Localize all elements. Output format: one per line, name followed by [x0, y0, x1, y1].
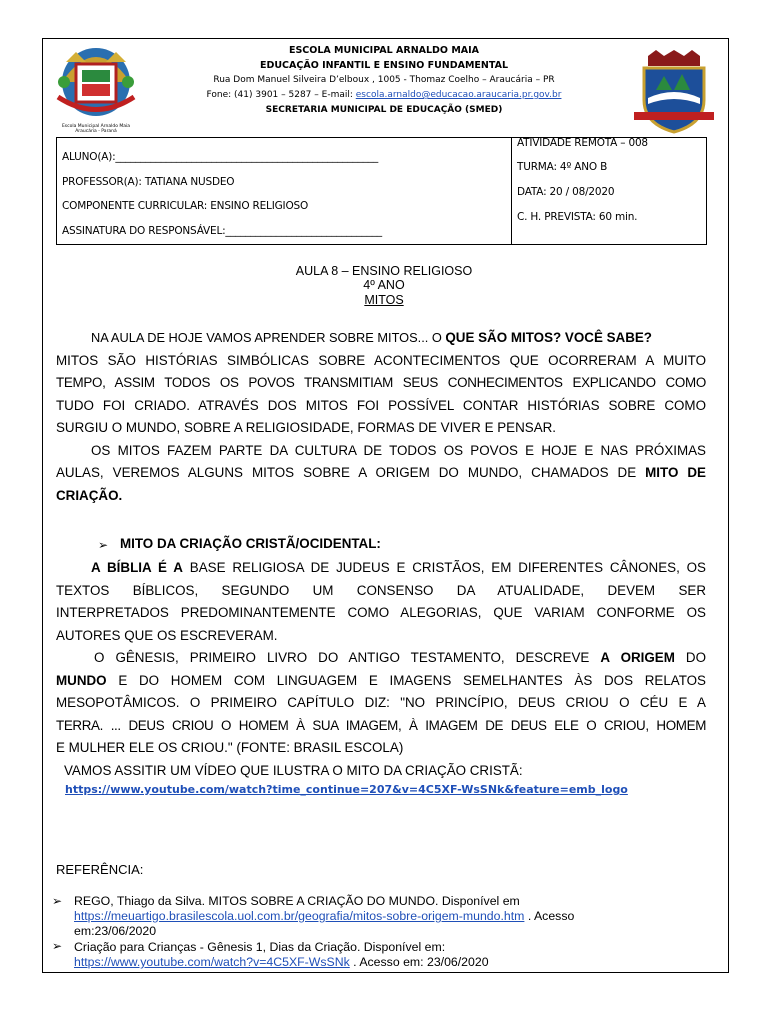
intro-line-1 [56, 327, 706, 350]
genesis-line-5: E MULHER ELE OS CRIOU." (FONTE: BRASIL ESCOLA) [56, 740, 404, 755]
bible-line-2: TEXTOS BÍBLICOS, SEGUNDO UM CONSENSO DA ATUALIDADE, DEVEM SER [56, 582, 706, 598]
genesis-line-1 [56, 647, 706, 670]
genesis-line-3: MESOPOTÂMICOS. O PRIMEIRO CAPÍTULO DIZ: "NO PRINCÍPIO, DEUS CRIOU O CÉU E A [56, 695, 706, 710]
reference-1-link[interactable]: https://meuartigo.brasilescola.uol.com.br/geografia/mitos-sobre-origem-mundo.htm [74, 909, 525, 923]
genesis-bold-1: A ORIGEM [600, 650, 675, 665]
bible-paragraph [56, 557, 706, 782]
genesis-bold-2: MUNDO [56, 672, 107, 688]
secretariat: SECRETARIA MUNICIPAL DE EDUCAÇÃO (SMED) [265, 105, 503, 115]
crest-caption-line2: Araucária - Paraná [75, 129, 117, 134]
intro-text-7: AULAS, VEREMOS ALGUNS MITOS SOBRE A ORIGEM DO MUNDO, CHAMADOS DE [56, 465, 646, 480]
genesis-text-2: E DO HOMEM COM LINGUAGEM E IMAGENS SEMELHANTES ÀS DOS RELATOS [106, 672, 706, 688]
intro-question: QUE SÃO MITOS? VOCÊ SABE? [445, 330, 652, 345]
reference-2 [74, 940, 714, 970]
section-bullet: ➢ [98, 538, 109, 552]
school-contact [0, 89, 768, 102]
reference-1 [74, 894, 714, 939]
intro-line-3: TEMPO, ASSIM TODOS OS POVOS TRANSMITIAM SEUS CONHECIMENTOS EXPLICANDO COMO [56, 375, 706, 390]
reference-2-after: . Acesso em: 23/06/2020 [349, 955, 489, 969]
reference-2-line-2 [74, 955, 714, 970]
intro-line-2: MITOS SÃO HISTÓRIAS SIMBÓLICAS SOBRE ACONTECIMENTOS QUE OCORRERAM A MUITO [56, 352, 706, 368]
activity-date: DATA: 20 / 08/2020 [517, 186, 615, 198]
activity-number: ATIVIDADE REMOTA – 008 [517, 137, 648, 149]
section-heading: MITO DA CRIAÇÃO CRISTÃ/OCIDENTAL: [120, 536, 381, 551]
bible-line-3: INTERPRETADOS PREDOMINANTEMENTE COMO ALEGORIAS, QUE VARIAM CONFORME OS [56, 605, 706, 620]
lesson-title: AULA 8 – ENSINO RELIGIOSO [295, 264, 473, 278]
school-level: EDUCAÇÃO INFANTIL E ENSINO FUNDAMENTAL [259, 60, 509, 71]
reference-2-link[interactable]: https://www.youtube.com/watch?v=4C5XF-WsSNk [74, 955, 350, 969]
reference-2-text: Criação para Crianças - Gênesis 1, Dias da Criação. Disponível em: [74, 940, 446, 954]
phone-text: Fone: (41) 3901 – 5287 – E-mail: [206, 90, 353, 100]
genesis-line-2 [56, 670, 706, 693]
video-intro: VAMOS ASSITIR UM VÍDEO QUE ILUSTRA O MITO DA CRIAÇÃO CRISTÃ: [64, 762, 523, 778]
crest-caption-line1: Escola Municipal Arnaldo Maia [61, 124, 131, 129]
intro-bold-8: CRIAÇÃO. [56, 487, 123, 503]
intro-bold-7: MITO DE [645, 465, 706, 480]
bible-text-1: BASE RELIGIOSA DE JUDEUS E CRISTÃOS, EM DIFERENTES CÂNONES, OS [182, 560, 706, 575]
topic-title: MITOS [364, 293, 404, 307]
grade-title: 4º ANO [363, 278, 405, 292]
class-group: TURMA: 4º ANO B [517, 161, 608, 173]
teacher-name: PROFESSOR(A): TATIANA NUSDEO [62, 176, 235, 188]
email-link[interactable]: escola.arnaldo@educacao.araucaria.pr.gov.br [355, 90, 562, 100]
intro-text: NA AULA DE HOJE VAMOS APRENDER SOBRE MITOS... O [91, 330, 446, 345]
genesis-line-4: TERRA. ... DEUS CRIOU O HOMEM À SUA IMAGEM, À IMAGEM DE DEUS ELE O CRIOU, HOMEM [56, 717, 706, 733]
references-heading: REFERÊNCIA: [56, 862, 144, 877]
intro-line-4: TUDO FOI CRIADO. ATRAVÉS DOS MITOS FOI POSSÍVEL CONTAR HISTÓRIAS SOBRE COMO [56, 397, 706, 413]
intro-line-5: SURGIU O MUNDO, SOBRE A RELIGIOSIDADE, FORMAS DE VIVER E PENSAR. [56, 420, 557, 435]
bible-line-4: AUTORES QUE OS ESCREVERAM. [56, 627, 278, 643]
bible-line-1 [56, 557, 706, 580]
reference-1-line-2 [74, 909, 714, 924]
genesis-text-1b: DO [674, 650, 707, 665]
intro-line-7 [56, 462, 706, 485]
intro-line-8 [56, 485, 706, 508]
bible-bold: A BÍBLIA É A [91, 560, 183, 575]
student-name-field[interactable]: ALUNO(A):____________________________________________________ [62, 151, 379, 163]
school-address: Rua Dom Manuel Silveira D’elboux , 1005 - Thomaz Coelho – Araucária – PR [213, 75, 555, 85]
planned-hours: C. H. PREVISTA: 60 min. [517, 211, 638, 223]
reference-2-bullet: ➢ [52, 939, 63, 953]
curricular-component: COMPONENTE CURRICULAR: ENSINO RELIGIOSO [62, 200, 309, 212]
reference-1-bullet: ➢ [52, 894, 63, 908]
intro-paragraph [56, 327, 706, 507]
reference-1-date: em:23/06/2020 [74, 924, 157, 938]
intro-line-6: OS MITOS FAZEM PARTE DA CULTURA DE TODOS OS POVOS E HOJE E NAS PRÓXIMAS [91, 442, 706, 458]
reference-1-after: . Acesso [524, 909, 575, 923]
crest-caption [46, 124, 146, 134]
reference-1-text: REGO, Thiago da Silva. MITOS SOBRE A CRIAÇÃO DO MUNDO. Disponível em [74, 894, 520, 908]
video-link[interactable]: https://www.youtube.com/watch?time_continue=207&v=4C5XF-WsSNk&feature=emb_logo [65, 783, 628, 796]
genesis-text-1: O GÊNESIS, PRIMEIRO LIVRO DO ANTIGO TESTAMENTO, DESCREVE [94, 650, 601, 665]
guardian-signature-field[interactable]: ASSINATURA DO RESPONSÁVEL:_______________________________ [62, 225, 382, 237]
school-name: ESCOLA MUNICIPAL ARNALDO MAIA [288, 45, 480, 56]
